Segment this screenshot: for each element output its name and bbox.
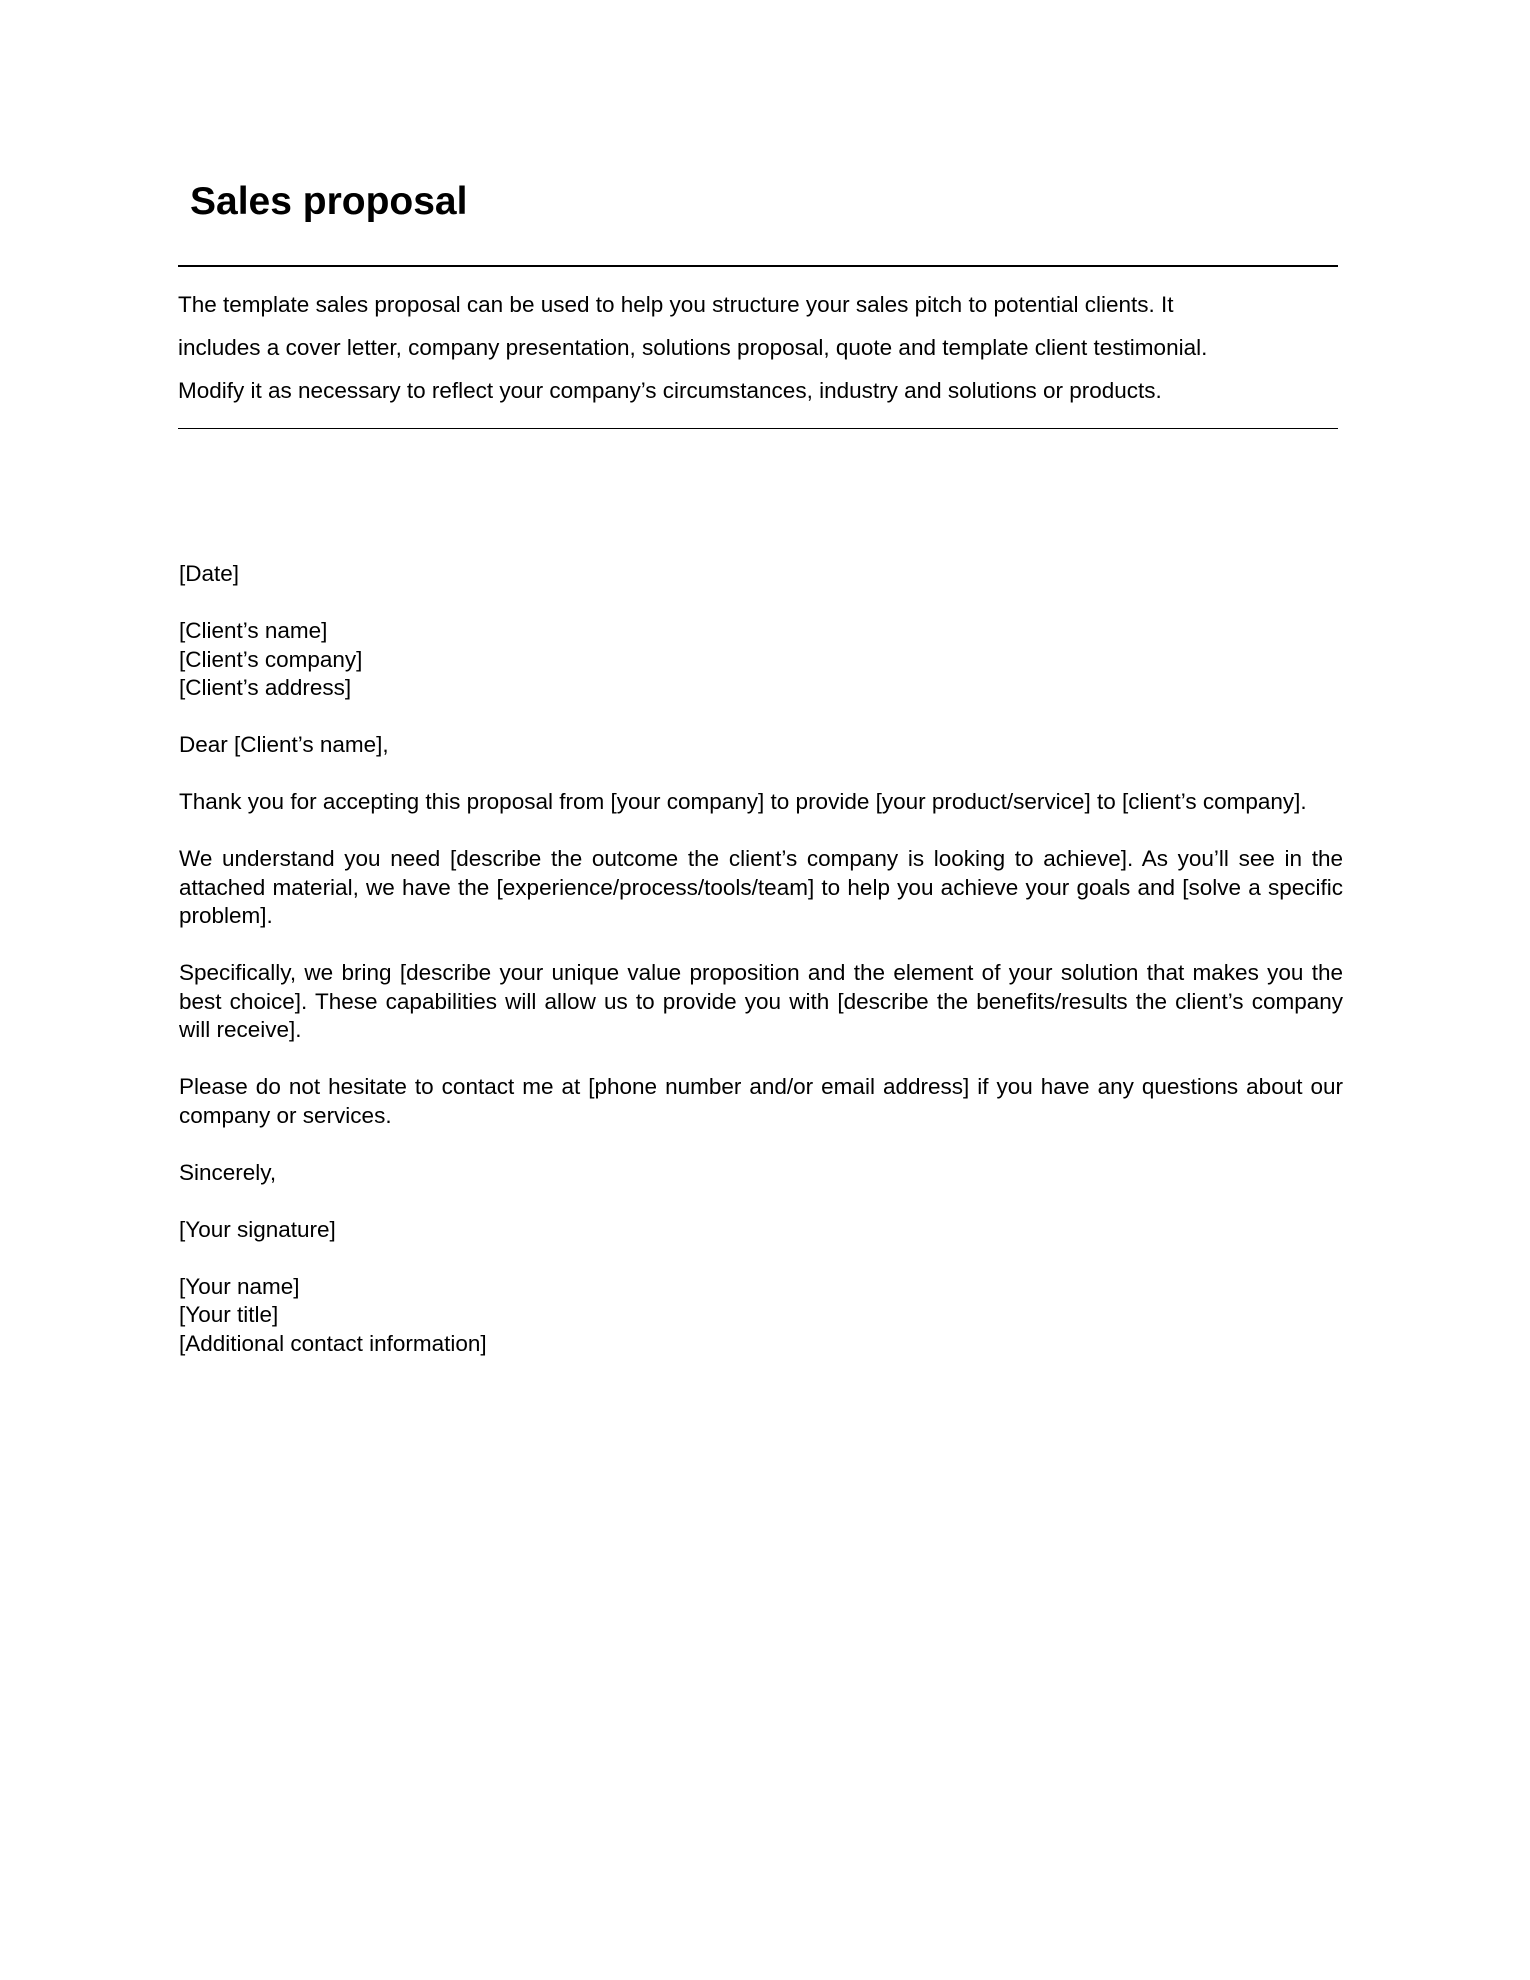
letter-paragraph: Please do not hesitate to contact me at [phone number and/or email address] if you have any questions about our company or services. [179,1074,1343,1128]
cover-letter [179,560,1343,1387]
letter-paragraph: Specifically, we bring [describe your unique value proposition and the element of your solution that makes you the best choice]. These capabilities will allow us to provide you with [describe the benefits/results the client’s company will receive]. [179,960,1343,1042]
signature: [Your signature] [179,1216,336,1242]
page-title: Sales proposal [190,180,468,223]
intro-line: The template sales proposal can be used to help you structure your sales pitch to potential clients. It [178,292,1174,317]
intro-line: includes a cover letter, company presentation, solutions proposal, quote and template client testimonial. [178,335,1208,360]
sender-name: [Your name] [179,1273,300,1299]
closing: Sincerely, [179,1159,277,1185]
sender-title: [Your title] [179,1302,279,1327]
client-address: [Client’s address] [179,675,352,700]
sender-contact-info: [Additional contact information] [179,1330,487,1356]
client-block [179,617,1343,703]
intro-line: Modify it as necessary to reflect your company’s circumstances, industry and solutions or products. [178,378,1162,403]
letter-paragraph: We understand you need [describe the outcome the client’s company is looking to achieve]. As you’ll see in the attached material, we have the [experience/process/tools/team] to help you achieve your goals and [solve a specific problem]. [179,846,1343,928]
client-name: [Client’s name] [179,618,328,643]
letter-date: [Date] [179,561,240,586]
sender-block [179,1273,1343,1359]
salutation: Dear [Client’s name], [179,732,389,757]
top-divider [178,265,1338,267]
bottom-divider [178,428,1338,429]
intro-text [178,283,1343,412]
letter-paragraph: Thank you for accepting this proposal from [your company] to provide [your product/service] to [client’s company]. [179,789,1307,814]
client-company: [Client’s company] [179,646,363,672]
